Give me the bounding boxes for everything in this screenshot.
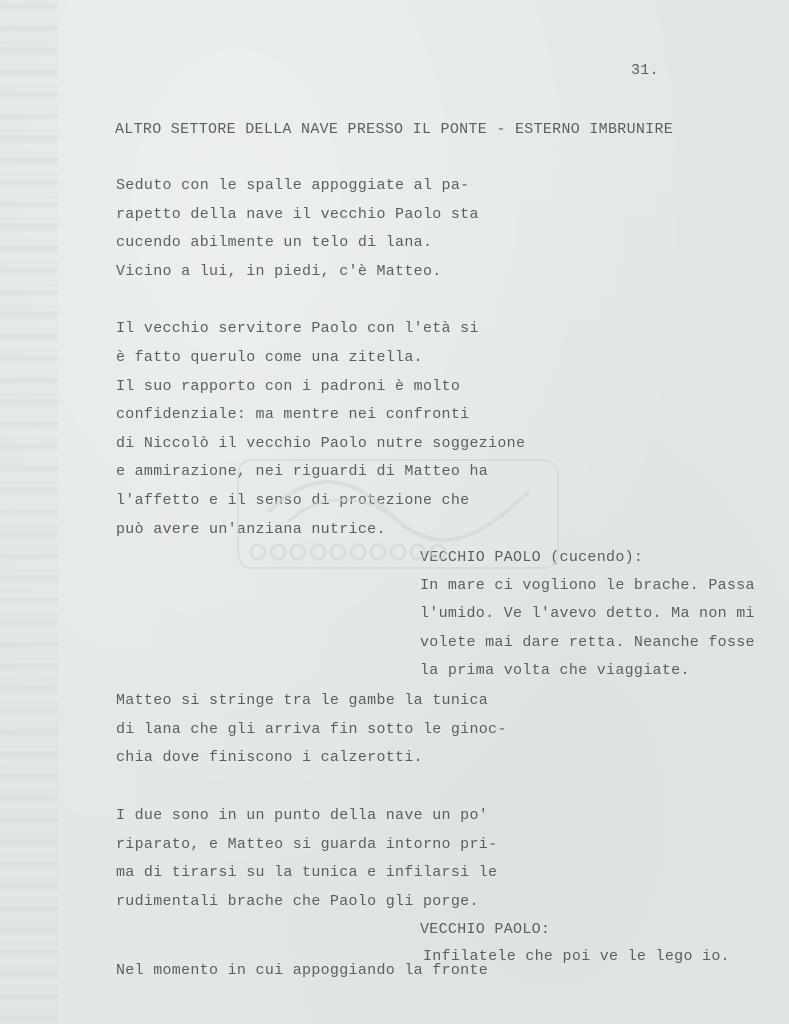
para4-line: ma di tirarsi su la tunica e infilarsi le bbox=[116, 864, 498, 881]
scene-heading: ALTRO SETTORE DELLA NAVE PRESSO IL PONTE - ESTERNO IMBRUNIRE bbox=[115, 121, 674, 138]
para2-line: è fatto querulo come una zitella. bbox=[116, 349, 423, 366]
para2-line: Il suo rapporto con i padroni è molto bbox=[116, 378, 461, 395]
dialogue-line: volete mai dare retta. Neanche fosse bbox=[420, 634, 755, 651]
speaker-name: VECCHIO PAOLO: bbox=[420, 921, 551, 938]
para4-line: riparato, e Matteo si guarda intorno pri- bbox=[116, 836, 498, 853]
para4-line: rudimentali brache che Paolo gli porge. bbox=[116, 893, 479, 910]
dialogue-line: Infilatele che poi ve le lego io. bbox=[423, 948, 730, 965]
torn-paper-edge bbox=[0, 0, 58, 1024]
para3-line: chia dove finiscono i calzerotti. bbox=[116, 749, 423, 766]
dialogue-line: la prima volta che viaggiate. bbox=[420, 662, 690, 679]
para1-line: cucendo abilmente un telo di lana. bbox=[116, 234, 433, 251]
para2-line: e ammirazione, nei riguardi di Matteo ha bbox=[116, 463, 489, 480]
para1-line: rapetto della nave il vecchio Paolo sta bbox=[116, 206, 479, 223]
page-number: 31. bbox=[631, 62, 659, 79]
para1-line: Seduto con le spalle appoggiate al pa- bbox=[116, 177, 470, 194]
para5-line: Nel momento in cui appoggiando la fronte bbox=[116, 962, 489, 979]
para4-line: I due sono in un punto della nave un po' bbox=[116, 807, 489, 824]
para2-line: confidenziale: ma mentre nei confronti bbox=[116, 406, 470, 423]
para2-line: l'affetto e il senso di protezione che bbox=[116, 492, 470, 509]
para3-line: Matteo si stringe tra le gambe la tunica bbox=[116, 692, 489, 709]
dialogue-line: l'umido. Ve l'avevo detto. Ma non mi bbox=[420, 605, 755, 622]
speaker-name: VECCHIO PAOLO (cucendo): bbox=[420, 549, 644, 566]
para2-line: di Niccolò il vecchio Paolo nutre soggezione bbox=[116, 435, 526, 452]
para2-line: può avere un'anziana nutrice. bbox=[116, 521, 386, 538]
para1-line: Vicino a lui, in piedi, c'è Matteo. bbox=[116, 263, 442, 280]
dialogue-line: In mare ci vogliono le brache. Passa bbox=[420, 577, 755, 594]
para2-line: Il vecchio servitore Paolo con l'età si bbox=[116, 320, 479, 337]
para3-line: di lana che gli arriva fin sotto le ginoc- bbox=[116, 721, 507, 738]
archive-watermark bbox=[228, 452, 568, 576]
